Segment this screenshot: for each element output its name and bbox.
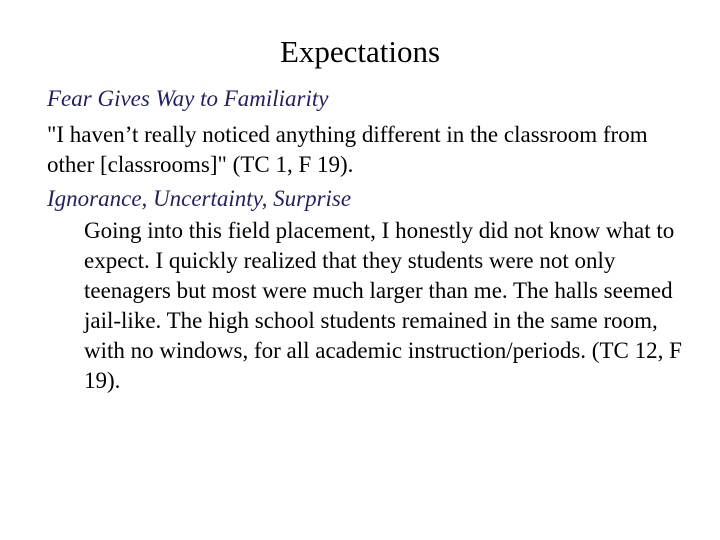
slide-title: Expectations	[279, 34, 441, 69]
slide-content	[47, 82, 697, 396]
quote-familiarity: "I haven’t really noticed anything different in the classroom from other [classrooms]" (TC 1, F 19).	[47, 122, 648, 177]
quote-surprise: Going into this field placement, I honestly did not know what to expect. I quickly realized that they students were not only teenagers but most were much larger than me. The halls seemed jail-like. The high school students remained in the same room, with no windows, for all academic instruction/periods. (TC 12, F 19).	[84, 218, 682, 393]
section-heading-familiarity: Fear Gives Way to Familiarity	[47, 86, 329, 111]
section-heading-surprise: Ignorance, Uncertainty, Surprise	[47, 186, 352, 211]
